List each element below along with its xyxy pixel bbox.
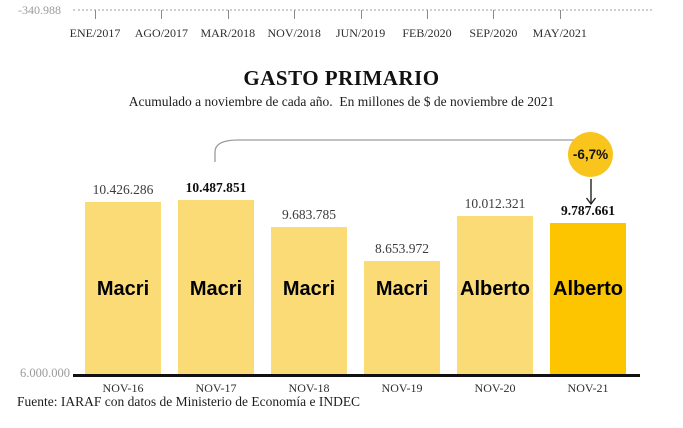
top-axis-tick-label: JUN/2019 [335,26,386,40]
bar-value-label: 10.487.851 [185,180,247,195]
top-axis-tick-label: ENE/2017 [69,26,121,40]
x-axis-label: NOV-16 [102,381,144,395]
president-label: Macri [375,278,429,300]
top-axis-tick-label: NOV/2018 [267,26,321,40]
change-badge: -6,7% [568,132,613,177]
top-axis-tick-label: MAR/2018 [200,26,256,40]
bar-value-label: 9.787.661 [561,203,615,218]
chart-subtitle: Acumulado a noviembre de cada año. En millones de $ de noviembre de 2021 [128,94,555,109]
x-axis-baseline [73,374,640,377]
president-label: Alberto [460,278,530,300]
x-axis-label: NOV-17 [195,381,237,395]
top-axis-edge-value: -340.988 [18,3,61,17]
top-axis-tick-label: SEP/2020 [469,26,518,40]
x-axis-label: NOV-20 [474,381,516,395]
chart-title: GASTO PRIMARIO [243,66,440,90]
bar-NOV-18 [271,227,347,375]
top-axis-tick-label: FEB/2020 [402,26,452,40]
president-label: Macri [282,278,336,300]
president-label: Macri [189,278,243,300]
bar-value-label: 9.683.785 [282,207,336,222]
source-credit: Fuente: IARAF con datos de Ministerio de Economía e INDEC [17,394,361,409]
top-axis-tick-label: AGO/2017 [134,26,189,40]
bar-value-label: 8.653.972 [375,241,429,256]
x-axis-label: NOV-21 [567,381,609,395]
president-label: Alberto [553,278,623,300]
bar-value-label: 10.012.321 [464,196,526,211]
y-axis-baseline-label: 6.000.000 [20,366,70,380]
president-label: Macri [96,278,150,300]
x-axis-label: NOV-18 [288,381,330,395]
x-axis-label: NOV-19 [381,381,423,395]
bar-value-label: 10.426.286 [92,182,154,197]
top-axis-tick-label: MAY/2021 [532,26,587,40]
